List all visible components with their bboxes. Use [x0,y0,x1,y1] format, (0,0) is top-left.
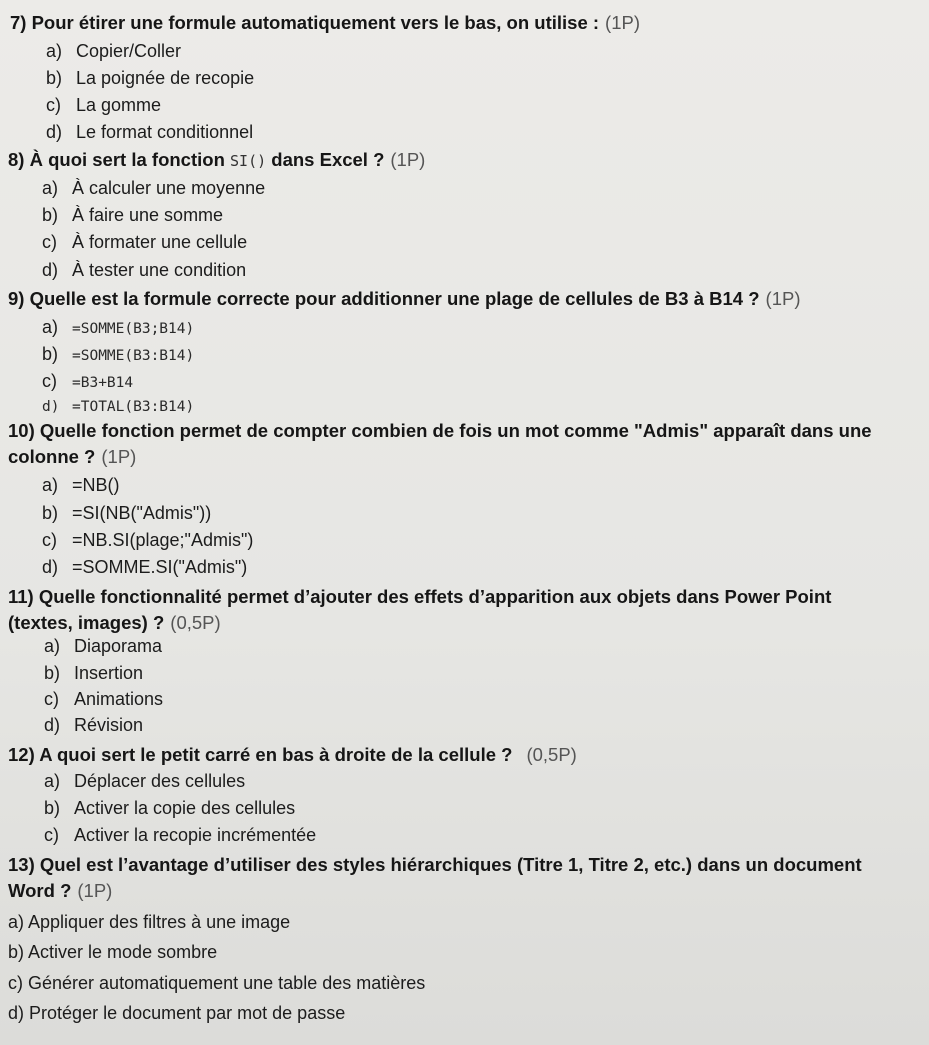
question-8-option-b: b) À faire une somme [42,205,224,225]
question-11-option-c: c) Animations [44,689,164,709]
question-13-title-line1: 13) Quel est l’avantage d’utiliser des styles hiérarchiques (Titre 1, Titre 2, etc.) dans un document [8,854,862,875]
question-8-points: (1P) [390,149,426,170]
question-13-option-c: c) Générer automatiquement une table des matières [8,973,426,993]
question-9-option-d: d) =TOTAL(B3:B14) [42,399,195,415]
question-13-points: (1P) [77,880,113,901]
question-13-option-a: a) Appliquer des filtres à une image [8,912,291,932]
question-10-option-d: d) =SOMME.SI("Admis") [42,557,248,577]
question-8-option-a: a) À calculer une moyenne [42,178,266,198]
question-7-option-d: d) Le format conditionnel [46,122,254,142]
question-7-option-b: b) La poignée de recopie [46,68,255,88]
question-8-option-d: d) À tester une condition [42,260,247,280]
question-11-title-line2: (textes, images) ? (0,5P) [8,612,221,633]
question-11-option-d: d) Révision [44,715,144,735]
question-7-title: 7) Pour étirer une formule automatiquement vers le bas, on utilise : (1P) [10,12,640,33]
question-9-option-a: a) =SOMME(B3;B14) [42,317,195,337]
si-function-name: SI() [230,152,267,170]
question-9-title: 9) Quelle est la formule correcte pour additionner une plage de cellules de B3 à B14 ? (1P) [8,288,801,309]
question-12-option-c: c) Activer la recopie incrémentée [44,825,317,845]
question-12-option-b: b) Activer la copie des cellules [44,798,296,818]
question-8-title: 8) À quoi sert la fonction SI() dans Excel ? (1P) [8,149,426,170]
question-13-title-line2: Word ? (1P) [8,880,113,901]
question-11-title-line1: 11) Quelle fonctionnalité permet d’ajouter des effets d’apparition aux objets dans Power Point [8,586,832,607]
question-12-option-a: a) Déplacer des cellules [44,771,246,791]
question-12-points: (0,5P) [526,744,577,765]
question-10-option-c: c) =NB.SI(plage;"Admis") [42,530,254,550]
question-9-option-b: b) =SOMME(B3:B14) [42,344,195,364]
question-8-option-c: c) À formater une cellule [42,232,248,252]
question-13-option-d: d) Protéger le document par mot de passe [8,1003,346,1023]
question-10-points: (1P) [101,446,137,467]
question-11-option-b: b) Insertion [44,663,144,683]
question-9-option-c: c) =B3+B14 [42,371,134,391]
question-7-option-c: c) La gomme [46,95,162,115]
question-11-points: (0,5P) [170,612,221,633]
question-10-title-line1: 10) Quelle fonction permet de compter combien de fois un mot comme "Admis" apparaît dans une [8,420,872,441]
question-10-option-b: b) =SI(NB("Admis")) [42,503,212,523]
question-10-option-a: a) =NB() [42,475,120,495]
question-12-title: 12) A quoi sert le petit carré en bas à droite de la cellule ? (0,5P) [8,744,577,765]
question-13-option-b: b) Activer le mode sombre [8,942,218,962]
question-9-points: (1P) [765,288,801,309]
question-10-title-line2: colonne ? (1P) [8,446,137,467]
question-7-option-a: a) Copier/Coller [46,41,182,61]
question-7-points: (1P) [605,12,640,33]
question-11-option-a: a) Diaporama [44,636,163,656]
